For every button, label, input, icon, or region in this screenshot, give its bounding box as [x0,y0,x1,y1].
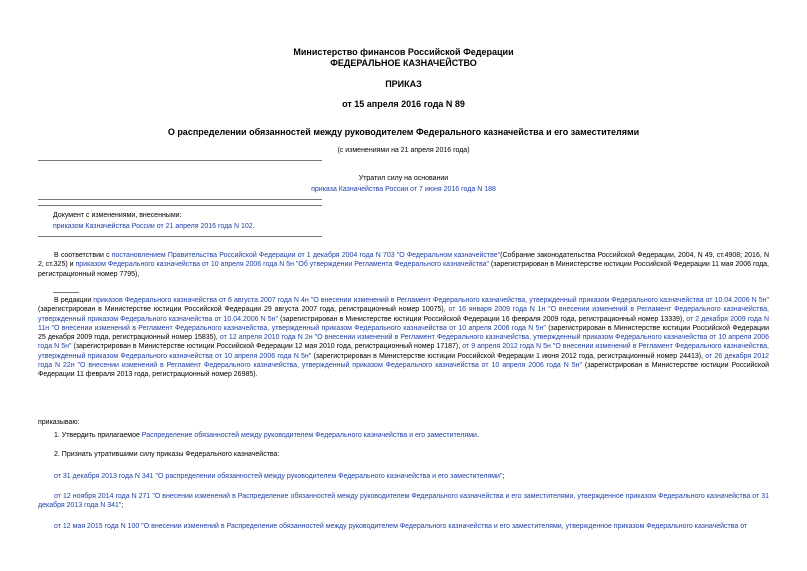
link-order-271[interactable]: от 12 ноября 2014 года N 271 "О внесении изменений в Распределение обязанностей между руководителем Федерального казначейства и его заместителями, утвержденное приказом Федерального казначейства от 31 декабря 2013 года N 341" [38,493,769,510]
revision-paragraph: В редакции приказов Федерального казначейства от 6 августа 2007 года N 4н "О внесении изменений в Регламент Федерального казначейства, утвержденный приказом Федерального казначейства от 10.04.2006 N 5н" (зарегистрирован в Министерстве юстиции Российской Федерации 29 августа 2007 года, регистрационный номер 10075), от 16 января 2009 года N 1н "О внесении изменений в Регламент Федерального казначейства, утвержденный приказом Федерального казначейства от 10.04.2006 N 5н" (зарегистрирован в Министерстве юстиции Российской Федерации 16 февраля 2009 года, регистрационный номер 13339), от 2 декабря 2009 года N 11н "О внесении изменений в Регламент Федерального казначейства, утвержденный приказом Федерального казначейства от 10 апреля 2006 года N 5н" (зарегистрирован в Министерстве юстиции Российской Федерации 25 декабря 2009 года, регистрационный номер 15835), от 12 апреля 2010 года N 2н "О внесении изменений в Регламент Федерального казначейства, утвержденный приказом Федерального казначейства от 10 апреля 2006 года N 5н" (зарегистрирован в Министерстве юстиции Российской Федерации 12 мая 2010 года, регистрационный номер 17187), от 9 апреля 2012 года N 5н "О внесении изменений в Регламент Федерального казначейства, утвержденный приказом Федерального казначейства от 10 апреля 2006 года N 5н" (зарегистрирован в Министерстве юстиции Российской Федерации 1 июня 2012 года, регистрационный номер 24413), от 26 декабря 2012 года N 22н "О внесении изменений в Регламент Федерального казначейства, утвержденный приказом Федерального казначейства от 10 апреля 2006 года N 5н" (зарегистрирован в Министерстве юстиции Российской Федерации 11 февраля 2013 года, регистрационный номер 26985). [38,297,770,379]
divider [38,205,322,206]
changes-link[interactable]: приказом Казначейства России от 21 апреля 2016 года N 102 [53,223,253,230]
edition-note: (с изменениями на 21 апреля 2016 года) [337,147,470,154]
preamble-paragraph: В соответствии с постановлением Правительства Российской Федерации от 1 декабря 2004 года N 703 "О Федеральном казначействе"(Собрание законодательства Российской Федерации, 2004, N 49, ст.4908; 2016, N 2, ст.325) и приказом Федерального казначейства от 10 апреля 2006 года N 5н "Об утверждении Регламента Федерального казначейства" (зарегистрирован в Министерстве юстиции Российской Федерации 11 мая 2006 года, регистрационный номер 7795), [38,252,770,278]
order-word: приказываю: [38,419,80,426]
link-distribution[interactable]: Распределение обязанностей между руководителем Федерального казначейства и его заместителями [141,432,477,439]
repealed-text: Утратил силу на основании [358,175,449,182]
repealed-order-2: от 12 ноября 2014 года N 271 "О внесении изменений в Распределение обязанностей между руководителем Федерального казначейства и его заместителями, утвержденное приказом Федерального казначейства от 31 декабря 2013 года N 341"; [38,493,769,510]
changes-text: Документ с изменениями, внесенными: [53,212,182,219]
link-revision-1n[interactable]: от 16 января 2009 года N 1н "О внесении изменений в Регламент Федерального казначейства, утвержденный приказом Федерального казначейства от 10.04.2006 N 5н" [38,306,769,323]
repealed-order-3 [38,522,769,532]
link-resolution-703[interactable]: постановлением Правительства Российской Федерации от 1 декабря 2004 года N 703 "О Федеральном казначействе" [111,252,501,259]
link-order-341[interactable]: от 31 декабря 2013 года N 341 "О распределении обязанностей между руководителем Федерального казначейства и его заместителями" [54,473,503,480]
repealed-order-1: от 31 декабря 2013 года N 341 "О распределении обязанностей между руководителем Федерального казначейства и его заместителями"; [54,473,505,480]
divider [38,236,322,237]
document-type: ПРИКАЗ [385,79,422,89]
item-1: 1. Утвердить прилагаемое Распределение обязанностей между руководителем Федерального казначейства и его заместителями. [54,432,479,439]
link-order-100[interactable]: от 12 мая 2015 года N 100 "О внесении изменений в Распределение обязанностей между руководителем Федерального казначейства и его заместителями, утвержденное приказом Федерального казначейства от [54,523,748,530]
item-2: 2. Признать утратившими силу приказы Федерального казначейства: [54,451,280,458]
link-revision-5n[interactable]: от 9 апреля 2012 года N 5н "О внесении изменений в Регламент Федерального казначейства, утвержденный приказом Федерального казначейства от 10 апреля 2006 года N 5н" [38,343,769,360]
link-revision-11n[interactable]: от 2 декабря 2009 года N 11н "О внесении изменений в Регламент Федерального казначейства, утвержденный приказом Федерального казначейства от 10 апреля 2006 года N 5н" [38,315,770,332]
document-date-number: от 15 апреля 2016 года N 89 [342,99,465,109]
agency-name: ФЕДЕРАЛЬНОЕ КАЗНАЧЕЙСТВО [330,58,477,68]
document-title: О распределении обязанностей между руководителем Федерального казначейства и его заместителями [167,127,640,137]
link-order-5n[interactable]: приказом Федерального казначейства от 10 апреля 2006 года N 5н "Об утверждении Регламента Федерального казначейства" [75,261,489,269]
divider [38,160,322,161]
repealed-link[interactable]: приказа Казначейства России от 7 июня 2016 года N 188 [311,186,496,193]
link-revision-22n[interactable]: от 26 декабря 2012 года N 22н "О внесении изменений в Регламент Федерального казначейства, утвержденный приказом Федерального казначейства от 10 апреля 2006 года N 5н" [38,352,769,370]
link-revision-2n[interactable]: от 12 апреля 2010 года N 2н "О внесении изменений в Регламент Федерального казначейства, утвержденный приказом Федерального казначейства от 10 апреля 2006 года N 5н" [38,334,769,351]
footnote-divider [53,292,79,293]
link-revision-4n[interactable]: приказов Федерального казначейства от 6 августа 2007 года N 4н "О внесении изменений в Регламент Федерального казначейства, утвержденный приказом Федерального казначейства от 10.04.2006 N 5н" [93,297,770,304]
divider [38,199,322,200]
changes-tail: . [252,223,255,230]
ministry-name: Министерство финансов Российской Федерации [293,47,514,57]
